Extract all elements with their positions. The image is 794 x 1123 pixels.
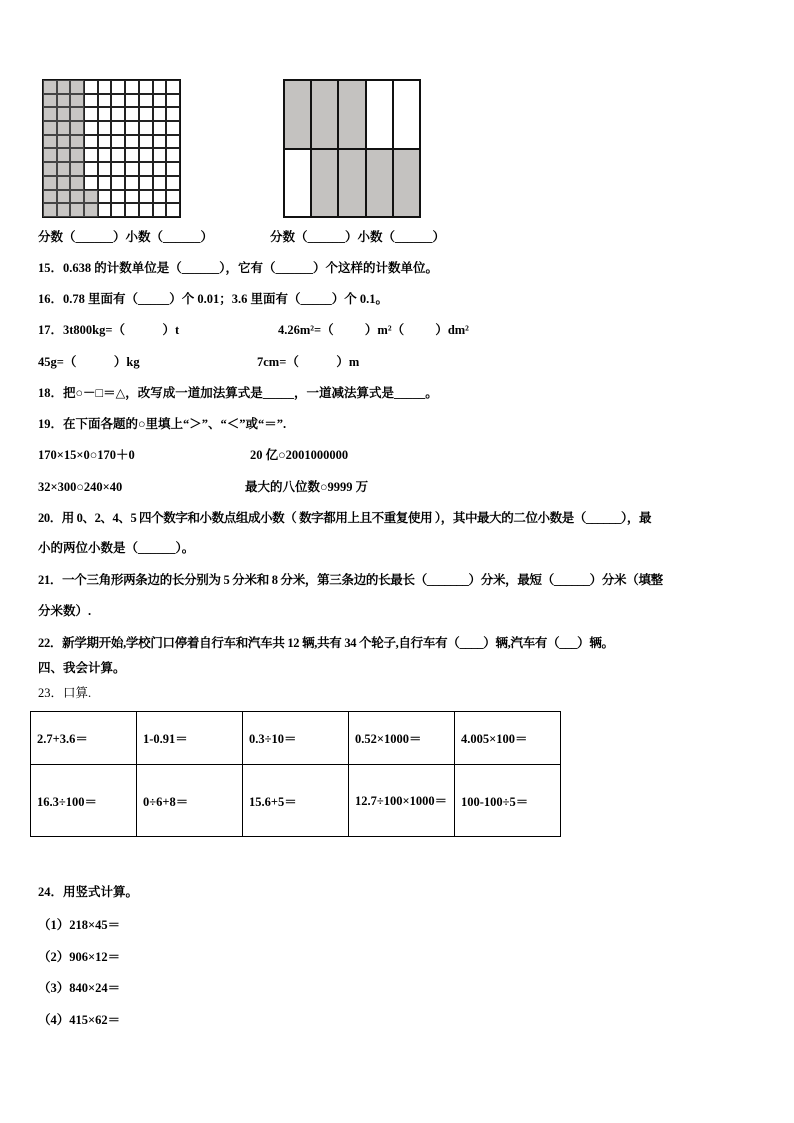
- grid-cell: [98, 121, 112, 135]
- table-cell: 0÷6+8＝: [137, 765, 243, 837]
- question-24-item: （1）218×45＝: [38, 918, 121, 932]
- grid-cell: [111, 107, 125, 121]
- shaded-cell: [57, 203, 71, 217]
- shaded-cell: [84, 190, 98, 204]
- grid-cell: [166, 135, 180, 149]
- table-cell: 2.7+3.6＝: [31, 712, 137, 765]
- question-24: 24．用竖式计算。: [38, 885, 139, 899]
- shaded-cell: [43, 176, 57, 190]
- shaded-cell: [57, 162, 71, 176]
- shaded-cell: [43, 121, 57, 135]
- grid-cell: [153, 190, 167, 204]
- ten-part-grid-figure: [283, 79, 421, 218]
- grid-cell: [111, 148, 125, 162]
- shaded-cell: [57, 135, 71, 149]
- grid-cell: [98, 94, 112, 108]
- grid-cell: [98, 176, 112, 190]
- question-21-line1: 21．一个三角形两条边的长分别为 5 分米和 8 分米，第三条边的长最长（_______）分米，最短（______）分米（填整: [38, 573, 663, 587]
- question-18: 18．把○－□＝△，改写成一道加法算式是_____，一道减法算式是_____。: [38, 386, 438, 400]
- shaded-cell: [57, 107, 71, 121]
- grid-cell: [84, 121, 98, 135]
- shaded-cell: [70, 135, 84, 149]
- grid-cell: [84, 80, 98, 94]
- grid-cell: [393, 80, 420, 149]
- grid-cell: [153, 148, 167, 162]
- shaded-cell: [57, 176, 71, 190]
- grid-cell: [111, 162, 125, 176]
- shaded-cell: [284, 80, 311, 149]
- table-cell: 1-0.91＝: [137, 712, 243, 765]
- grid-cell: [125, 190, 139, 204]
- shaded-cell: [70, 107, 84, 121]
- grid-cell: [166, 107, 180, 121]
- grid-cell: [153, 203, 167, 217]
- question-19: 19．在下面各题的○里填上“＞”、“＜”或“＝”.: [38, 417, 287, 431]
- question-15: 15．0.638 的计数单位是（______），它有（______）个这样的计数单位。: [38, 261, 439, 275]
- grid-cell: [111, 121, 125, 135]
- grid-cell: [166, 162, 180, 176]
- grid-cell: [111, 94, 125, 108]
- shaded-cell: [70, 162, 84, 176]
- grid-cell: [139, 203, 153, 217]
- grid-cell: [111, 190, 125, 204]
- grid-cell: [153, 176, 167, 190]
- shaded-cell: [70, 94, 84, 108]
- question-17-part-a: 17．3t800kg=（ ）t: [38, 323, 180, 337]
- grid-cell: [153, 135, 167, 149]
- shaded-cell: [338, 80, 365, 149]
- shaded-cell: [43, 80, 57, 94]
- grid-cell: [166, 121, 180, 135]
- shaded-cell: [366, 149, 393, 218]
- question-21-line2: 分米数）.: [38, 604, 92, 618]
- question-24-item: （3）840×24＝: [38, 981, 121, 995]
- shaded-cell: [43, 203, 57, 217]
- question-20-line1: 20．用 0、2、4、5 四个数字和小数点组成小数（ 数字都用上且不重复使用 ），其中最大的二位小数是（______），最: [38, 511, 652, 525]
- shaded-cell: [70, 203, 84, 217]
- table-cell: 12.7÷100×1000＝: [349, 765, 455, 837]
- grid-cell: [84, 162, 98, 176]
- table-cell: 100-100÷5＝: [455, 765, 561, 837]
- grid-cell: [84, 107, 98, 121]
- grid-cell: [125, 148, 139, 162]
- shaded-cell: [70, 80, 84, 94]
- table-cell: 0.52×1000＝: [349, 712, 455, 765]
- shaded-cell: [70, 121, 84, 135]
- grid-cell: [139, 107, 153, 121]
- question-16: 16．0.78 里面有（_____）个 0.01；3.6 里面有（_____）个 0.1。: [38, 292, 389, 306]
- figure1-answer-label: 分数（______）小数（______）: [38, 230, 214, 244]
- grid-cell: [153, 121, 167, 135]
- grid-cell: [166, 203, 180, 217]
- grid-cell: [153, 94, 167, 108]
- shaded-cell: [43, 162, 57, 176]
- grid-cell: [139, 176, 153, 190]
- shaded-cell: [311, 80, 338, 149]
- grid-cell: [166, 148, 180, 162]
- grid-cell: [98, 203, 112, 217]
- table-cell: 4.005×100＝: [455, 712, 561, 765]
- grid-cell: [153, 162, 167, 176]
- grid-cell: [125, 80, 139, 94]
- shaded-cell: [43, 94, 57, 108]
- hundred-grid-figure: [42, 79, 181, 218]
- shaded-cell: [57, 121, 71, 135]
- grid-cell: [139, 94, 153, 108]
- question-19-item-d: 最大的八位数○9999 万: [245, 480, 369, 494]
- grid-cell: [125, 176, 139, 190]
- grid-cell: [111, 80, 125, 94]
- grid-cell: [98, 80, 112, 94]
- grid-cell: [84, 176, 98, 190]
- mental-math-table: [30, 711, 561, 837]
- grid-cell: [153, 80, 167, 94]
- grid-cell: [125, 203, 139, 217]
- shaded-cell: [43, 190, 57, 204]
- grid-cell: [139, 162, 153, 176]
- figure2-answer-label: 分数（______）小数（______）: [270, 230, 446, 244]
- grid-cell: [139, 80, 153, 94]
- grid-cell: [125, 135, 139, 149]
- question-19-item-a: 170×15×0○170＋0: [38, 448, 135, 462]
- shaded-cell: [57, 190, 71, 204]
- grid-cell: [125, 162, 139, 176]
- grid-cell: [366, 80, 393, 149]
- grid-cell: [166, 94, 180, 108]
- grid-cell: [166, 190, 180, 204]
- grid-cell: [111, 176, 125, 190]
- table-cell: 15.6+5＝: [243, 765, 349, 837]
- question-20-line2: 小的两位小数是（______）。: [38, 541, 195, 555]
- question-17-part-d: 7cm=（ ）m: [257, 355, 360, 369]
- question-17-part-b: 4.26m²=（ ）m²（ ）dm²: [278, 323, 469, 337]
- grid-cell: [139, 135, 153, 149]
- grid-cell: [98, 148, 112, 162]
- shaded-cell: [57, 94, 71, 108]
- table-cell: 0.3÷10＝: [243, 712, 349, 765]
- shaded-cell: [84, 203, 98, 217]
- grid-cell: [125, 94, 139, 108]
- table-row: [31, 765, 561, 837]
- grid-cell: [98, 190, 112, 204]
- shaded-cell: [311, 149, 338, 218]
- grid-cell: [84, 148, 98, 162]
- question-19-item-c: 32×300○240×40: [38, 480, 123, 494]
- section-heading-calculation: 四、我会计算。: [38, 661, 126, 675]
- question-17-part-c: 45g=（ ）kg: [38, 355, 140, 369]
- grid-cell: [125, 107, 139, 121]
- question-24-item: （2）906×12＝: [38, 950, 121, 964]
- shaded-cell: [70, 148, 84, 162]
- shaded-cell: [70, 190, 84, 204]
- grid-cell: [139, 148, 153, 162]
- grid-cell: [111, 135, 125, 149]
- grid-cell: [166, 176, 180, 190]
- grid-cell: [153, 107, 167, 121]
- grid-cell: [166, 80, 180, 94]
- shaded-cell: [43, 107, 57, 121]
- table-cell: 16.3÷100＝: [31, 765, 137, 837]
- shaded-cell: [57, 80, 71, 94]
- grid-cell: [111, 203, 125, 217]
- question-23: 23．口算.: [38, 686, 92, 700]
- grid-cell: [98, 162, 112, 176]
- table-row: [31, 712, 561, 765]
- grid-cell: [139, 121, 153, 135]
- grid-cell: [84, 94, 98, 108]
- grid-cell: [125, 121, 139, 135]
- grid-cell: [84, 135, 98, 149]
- question-19-item-b: 20 亿○2001000000: [250, 448, 349, 462]
- grid-cell: [139, 190, 153, 204]
- shaded-cell: [70, 176, 84, 190]
- grid-cell: [98, 135, 112, 149]
- shaded-cell: [43, 148, 57, 162]
- shaded-cell: [338, 149, 365, 218]
- shaded-cell: [393, 149, 420, 218]
- shaded-cell: [43, 135, 57, 149]
- shaded-cell: [57, 148, 71, 162]
- grid-cell: [98, 107, 112, 121]
- question-22: 22．新学期开始,学校门口停着自行车和汽车共 12 辆,共有 34 个轮子,自行车有（____）辆,汽车有（___）辆。: [38, 636, 614, 650]
- grid-cell: [284, 149, 311, 218]
- question-24-item: （4）415×62＝: [38, 1013, 121, 1027]
